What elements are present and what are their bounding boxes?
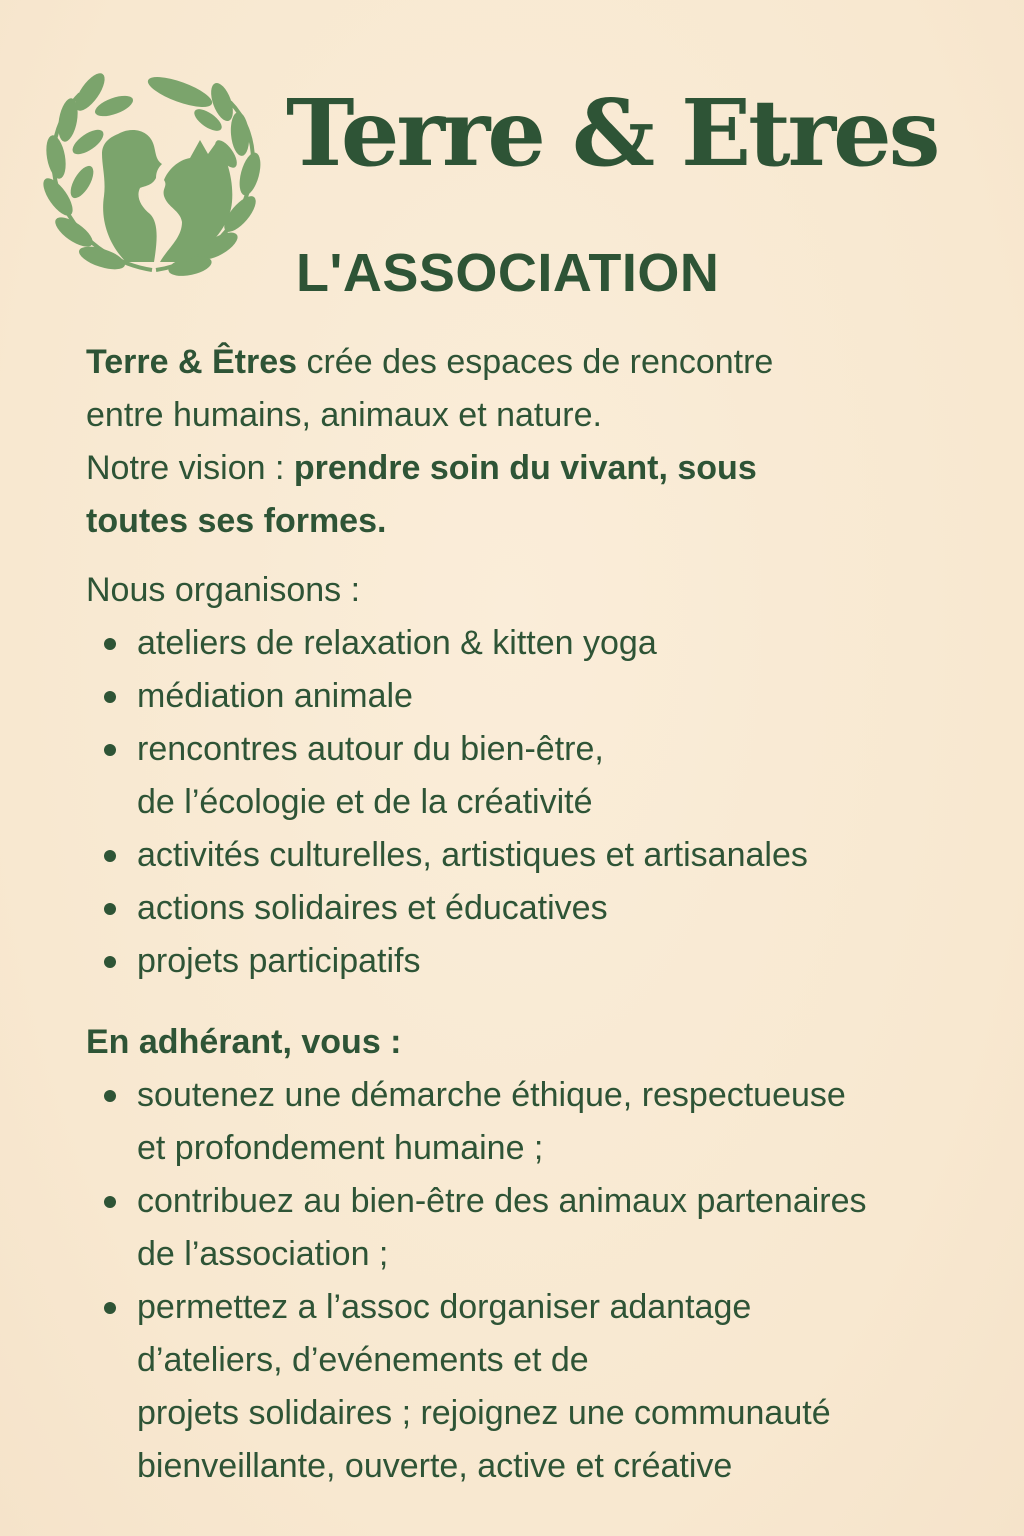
adherant-heading: En adhérant, vous : <box>86 1023 402 1061</box>
vision-line-1 <box>86 442 1016 495</box>
list-item <box>86 935 1016 988</box>
list-item <box>86 1281 1016 1493</box>
bullet-icon <box>104 691 116 703</box>
vision-statement: prendre soin du vivant, sous <box>293 449 757 487</box>
list-item <box>86 882 1016 935</box>
list-item-text: permettez a l’assoc dorganiser adantage <box>137 1288 752 1326</box>
organisons-heading: Nous organisons : <box>86 571 361 609</box>
list-item-text: projets participatifs <box>137 942 421 980</box>
list-item-text: soutenez une démarche éthique, respectueuse <box>137 1076 846 1114</box>
bullet-icon <box>104 1090 116 1102</box>
organisons-list <box>86 617 1016 988</box>
vision-label: Notre vision : <box>86 449 294 487</box>
intro-line-1 <box>86 336 1016 389</box>
list-item-text: bienveillante, ouverte, active et créative <box>137 1447 733 1485</box>
bullet-icon <box>104 903 116 915</box>
association-name: Terre & Êtres <box>86 343 298 381</box>
list-item-text: actions solidaires et éducatives <box>137 889 608 927</box>
bullet-icon <box>104 744 116 756</box>
intro-text: crée des espaces de rencontre <box>297 343 774 381</box>
main-content <box>86 336 1016 1493</box>
bullet-icon <box>104 1196 116 1208</box>
list-item <box>86 1175 1016 1281</box>
list-item <box>86 829 1016 882</box>
intro-paragraph <box>86 336 1016 548</box>
list-item-text: ateliers de relaxation & kitten yoga <box>137 624 657 662</box>
list-item-text: rencontres autour du bien-être, <box>137 730 604 768</box>
list-item-text: de l’association ; <box>137 1235 389 1273</box>
bullet-icon <box>104 956 116 968</box>
list-item-text: d’ateliers, d’evénements et de <box>137 1341 589 1379</box>
logo-human-cat-wreath-icon <box>40 62 268 284</box>
list-item-text: médiation animale <box>137 677 413 715</box>
list-item <box>86 1069 1016 1175</box>
list-item <box>86 617 1016 670</box>
page-subtitle: L'ASSOCIATION <box>296 243 720 303</box>
intro-line-2: entre humains, animaux et nature. <box>86 396 602 434</box>
list-item-text: contribuez au bien-être des animaux partenaires <box>137 1182 867 1220</box>
bullet-icon <box>104 850 116 862</box>
bullet-icon <box>104 638 116 650</box>
list-item-text: projets solidaires ; rejoignez une communauté <box>137 1394 831 1432</box>
list-item-text: et profondement humaine ; <box>137 1129 544 1167</box>
adherant-list <box>86 1069 1016 1493</box>
list-item <box>86 670 1016 723</box>
page-title: Terre & Etres <box>286 79 938 187</box>
list-item-text: de l’écologie et de la créativité <box>137 783 593 821</box>
bullet-icon <box>104 1302 116 1314</box>
vision-line-2: toutes ses formes. <box>86 502 387 540</box>
list-item-text: activités culturelles, artistiques et artisanales <box>137 836 808 874</box>
list-item <box>86 723 1016 829</box>
